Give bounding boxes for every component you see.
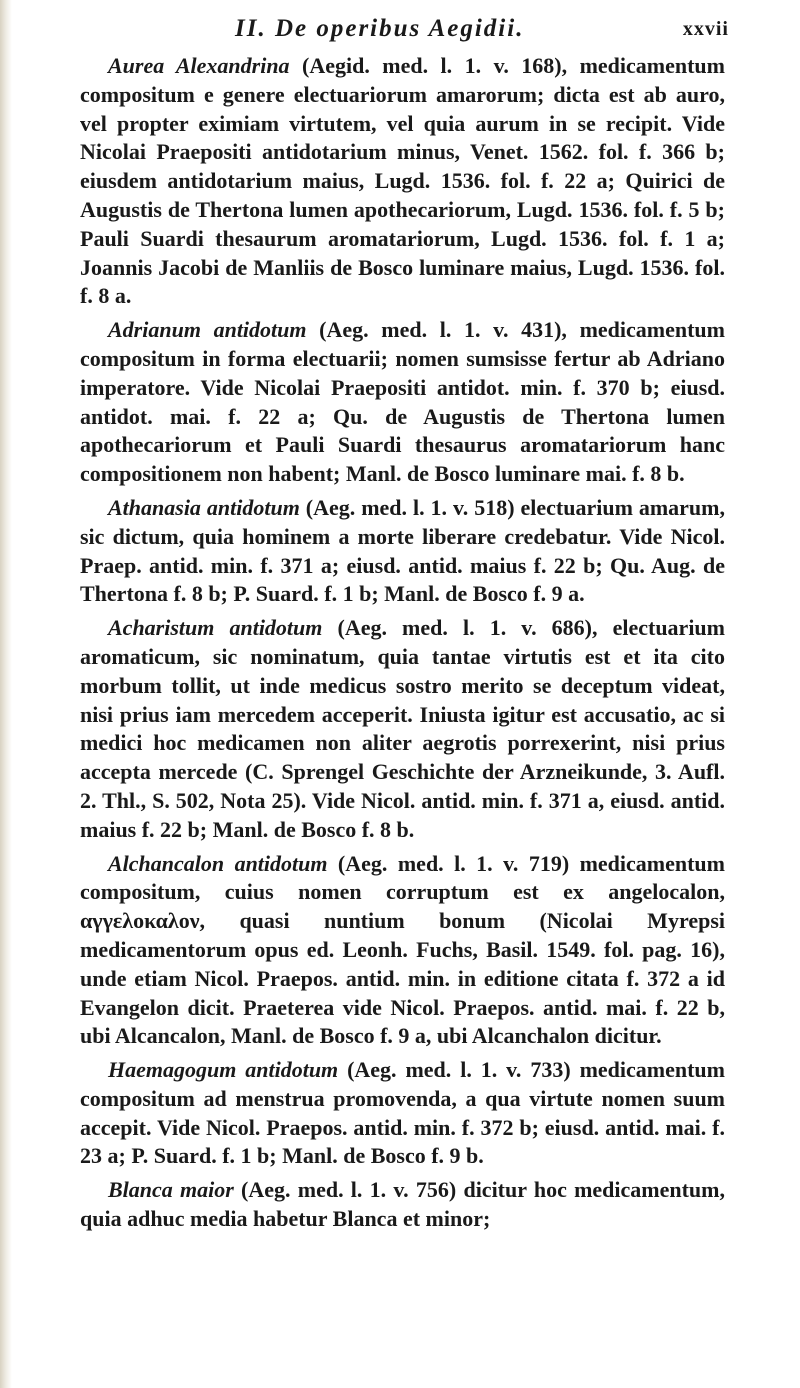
entry-text: (Aegid. med. l. 1. v. 168), medicamentum compositum e genere electuariorum amarorum; dicta est ab auro, vel propter eximiam virtutem, vel quia aurum in se recipit. Vide Nicolai Praepositi antidotarium minus, Venet. 1562. fol. f. 366 b; eiusdem antidotarium maius, Lugd. 1536. fol. f. 22 a; Quirici de Augustis de Thertona lumen apothecariorum, Lugd. 1536. fol. f. 5 b; Pauli Suardi thesaurum aromatariorum, Lugd. 1536. fol. f. 1 a; Joannis Jacobi de Manliis de Bosco luminare maius, Lugd. 1536. fol. f. 8 a. <box>80 53 725 309</box>
page-binding-edge <box>0 0 12 1388</box>
entry-term: Acharistum antidotum <box>108 615 323 641</box>
glossary-entry-alchancalon-antidotum <box>80 850 725 1052</box>
glossary-entry-haemagogum-antidotum <box>80 1056 725 1171</box>
entry-term: Athanasia antidotum <box>108 494 300 520</box>
glossary-entries <box>80 52 725 1234</box>
running-head <box>80 12 729 46</box>
entry-text: (Aeg. med. l. 1. v. 686), electuarium aromaticum, sic nominatum, quia tantae virtutis est et ita cito morbum tollit, ut inde medicus sostro merito se deceptum videat, nisi prius iam mercedem acceperit. Iniusta igitur est accusatio, ac si medici hoc medicamen non aliter aegrotis porrexerint, nisi prius accepta mercede (C. Sprengel Geschichte der Arzneikunde, 3. Aufl. 2. Thl., S. 502, Nota 25). Vide Nicol. antid. min. f. 371 a, eiusd. antid. maius f. 22 b; Manl. de Bosco f. 8 b. <box>80 615 725 842</box>
running-head-title: II. De operibus Aegidii. <box>235 15 525 42</box>
entry-text: (Aeg. med. l. 1. v. 719) medicamentum compositum, cuius nomen corruptum est ex angelocalon, αγγελοκαλον, quasi nuntium bonum (Nicolai Myrepsi medicamentorum opus ed. Leonh. Fuchs, Basil. 1549. fol. pag. 16), unde etiam Nicol. Praepos. antid. min. in editione citata f. 372 a id Evangelon dicit. Praeterea vide Nicol. Praepos. antid. mai. f. 22 b, ubi Alcancalon, Manl. de Bosco f. 9 a, ubi Alcanchalon dicitur. <box>80 850 725 1049</box>
glossary-entry-acharistum-antidotum <box>80 614 725 844</box>
entry-text: (Aeg. med. l. 1. v. 733) medicamentum compositum ad menstrua promovenda, a qua virtute nomen suum accepit. Vide Nicol. Praepos. antid. min. f. 372 b; eiusd. antid. mai. f. 23 a; P. Suard. f. 1 b; Manl. de Bosco f. 9 b. <box>80 1057 725 1169</box>
glossary-entry-blanca-maior <box>80 1176 725 1234</box>
entry-term: Alchancalon antidotum <box>108 850 328 876</box>
entry-term: Adrianum antidotum <box>108 317 307 343</box>
page-number: xxvii <box>682 18 729 40</box>
book-page <box>80 12 729 1239</box>
entry-text: (Aeg. med. l. 1. v. 518) electuarium amarum, sic dictum, quia hominem a morte liberare credebatur. Vide Nicol. Praep. antid. min. f. 371 a; eiusd. antid. maius f. 22 b; Qu. Aug. de Thertona f. 8 b; P. Suard. f. 1 b; Manl. de Bosco f. 9 a. <box>80 494 725 607</box>
entry-term: Aurea Alexandrina <box>108 53 290 78</box>
entry-term: Haemagogum antidotum <box>108 1057 339 1083</box>
glossary-entry-aurea-alexandrina <box>80 52 725 311</box>
entry-term: Blanca maior <box>108 1177 234 1203</box>
entry-text: (Aeg. med. l. 1. v. 756) dicitur hoc medicamentum, quia adhuc media habetur Blanca et minor; <box>80 1177 725 1232</box>
glossary-entry-adrianum-antidotum <box>80 316 725 489</box>
glossary-entry-athanasia-antidotum <box>80 494 725 609</box>
entry-text: (Aeg. med. l. 1. v. 431), medicamentum compositum in forma electuarii; nomen sumsisse fertur ab Adriano imperatore. Vide Nicolai Praepositi antidot. min. f. 370 b; eiusd. antidot. mai. f. 22 a; Qu. de Augustis de Thertona lumen apothecariorum et Pauli Suardi thesaurus aromatariorum hanc compositionem non habent; Manl. de Bosco luminare mai. f. 8 b. <box>80 317 725 487</box>
